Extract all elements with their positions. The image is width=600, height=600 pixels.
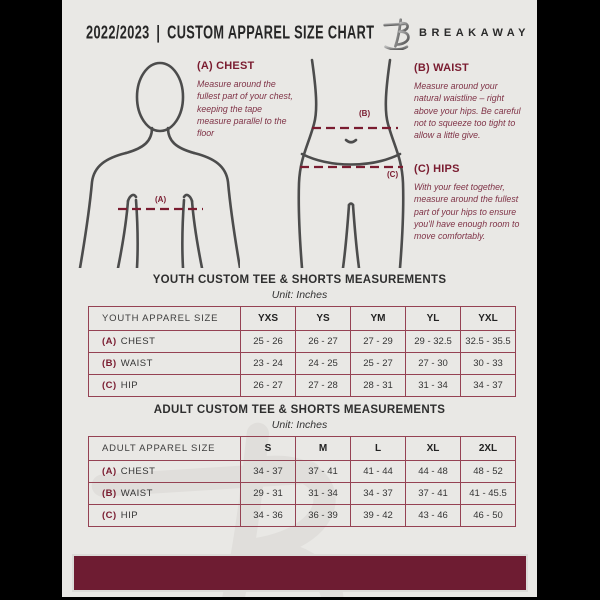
measurement-prefix: (B) [102, 488, 117, 499]
measurement-prefix: (C) [102, 510, 117, 521]
title-text: CUSTOM APPAREL SIZE CHART [167, 22, 375, 43]
size-column-header: 2XL [461, 437, 516, 461]
measurement-row-label: (B) WAIST [89, 353, 241, 375]
measurement-value: 46 - 50 [461, 505, 516, 527]
measurement-value: 34 - 37 [461, 375, 516, 397]
hips-guide [414, 163, 526, 243]
measurement-value: 48 - 52 [461, 461, 516, 483]
footer-bar [72, 554, 528, 592]
measurement-value: 23 - 24 [241, 353, 296, 375]
measurement-value: 29 - 32.5 [406, 331, 461, 353]
size-column-header: S [241, 437, 296, 461]
measurement-value: 37 - 41 [296, 461, 351, 483]
size-column-header: L [351, 437, 406, 461]
measurement-value: 37 - 41 [406, 483, 461, 505]
measurement-value: 28 - 31 [351, 375, 406, 397]
measurement-row-label: (A) CHEST [89, 461, 241, 483]
title-separator: | [156, 22, 161, 43]
adult-size-table [88, 436, 516, 527]
measurement-value: 24 - 25 [296, 353, 351, 375]
table-row [89, 483, 516, 505]
measurement-row-label: (A) CHEST [89, 331, 241, 353]
table-corner-header: YOUTH APPAREL SIZE [89, 307, 241, 331]
measurement-value: 25 - 27 [351, 353, 406, 375]
size-column-header: XL [406, 437, 461, 461]
measurement-value: 26 - 27 [241, 375, 296, 397]
measurement-prefix: (A) [102, 336, 117, 347]
hips-guide-body: With your feet together, measure around the fullest part of your hips to ensure you'll have enough room to move comfortably. [414, 182, 520, 242]
hips-marker-label: (C) [387, 170, 399, 179]
measurement-value: 31 - 34 [406, 375, 461, 397]
measurement-prefix: (B) [102, 358, 117, 369]
measurement-value: 32.5 - 35.5 [461, 331, 516, 353]
measurement-value: 31 - 34 [296, 483, 351, 505]
size-column-header: YM [351, 307, 406, 331]
size-column-header: YXL [461, 307, 516, 331]
measurement-value: 27 - 29 [351, 331, 406, 353]
measurement-value: 43 - 46 [406, 505, 461, 527]
page-title [86, 22, 374, 44]
waist-guide-heading: (B) WAIST [414, 62, 469, 74]
adult-table-title: ADULT CUSTOM TEE & SHORTS MEASUREMENTS [153, 404, 446, 416]
size-column-header: M [296, 437, 351, 461]
measurement-value: 27 - 28 [296, 375, 351, 397]
hips-guide-heading: (C) HIPS [414, 163, 460, 175]
measurement-row-label: (C) HIP [89, 505, 241, 527]
size-chart-page [62, 0, 537, 597]
youth-size-table [88, 306, 516, 397]
brand-name: BREAKAWAY [419, 27, 530, 39]
table-row [89, 331, 516, 353]
measurement-value: 34 - 37 [351, 483, 406, 505]
measurement-value: 34 - 37 [241, 461, 296, 483]
waist-guide [414, 62, 524, 142]
waist-hips-illustration [290, 58, 412, 268]
measurement-prefix: (A) [102, 466, 117, 477]
measurement-row-label: (C) HIP [89, 375, 241, 397]
measurement-value: 34 - 36 [241, 505, 296, 527]
measurement-value: 41 - 44 [351, 461, 406, 483]
youth-table-unit: Unit: Inches [271, 289, 328, 301]
table-row [89, 353, 516, 375]
adult-table-unit: Unit: Inches [271, 419, 328, 431]
table-row [89, 375, 516, 397]
measurement-value: 39 - 42 [351, 505, 406, 527]
table-row [89, 505, 516, 527]
breakaway-b-logo-icon [382, 16, 414, 50]
chest-marker-label: (A) [155, 195, 167, 204]
table-corner-header: ADULT APPAREL SIZE [89, 437, 241, 461]
size-column-header: YS [296, 307, 351, 331]
measurement-row-label: (B) WAIST [89, 483, 241, 505]
waist-marker-label: (B) [359, 109, 371, 118]
waist-guide-body: Measure around your natural waistline – right above your hips. Be careful not to squeeze too tight to allow a little give. [414, 81, 521, 141]
chest-guide-heading: (A) CHEST [197, 60, 255, 72]
measurement-value: 36 - 39 [296, 505, 351, 527]
measurement-value: 29 - 31 [241, 483, 296, 505]
measurement-value: 41 - 45.5 [461, 483, 516, 505]
measurement-value: 25 - 26 [241, 331, 296, 353]
size-column-header: YL [406, 307, 461, 331]
measurement-prefix: (C) [102, 380, 117, 391]
measurement-value: 26 - 27 [296, 331, 351, 353]
table-row [89, 461, 516, 483]
youth-table-title: YOUTH CUSTOM TEE & SHORTS MEASUREMENTS [152, 274, 447, 286]
size-column-header: YXS [241, 307, 296, 331]
measurement-value: 44 - 48 [406, 461, 461, 483]
torso-chest-illustration [70, 58, 240, 268]
chest-guide-body: Measure around the fullest part of your chest, keeping the tape measure parallel to the floor [197, 79, 293, 139]
measurement-value: 30 - 33 [461, 353, 516, 375]
measurement-value: 27 - 30 [406, 353, 461, 375]
title-year: 2022/2023 [86, 22, 150, 43]
